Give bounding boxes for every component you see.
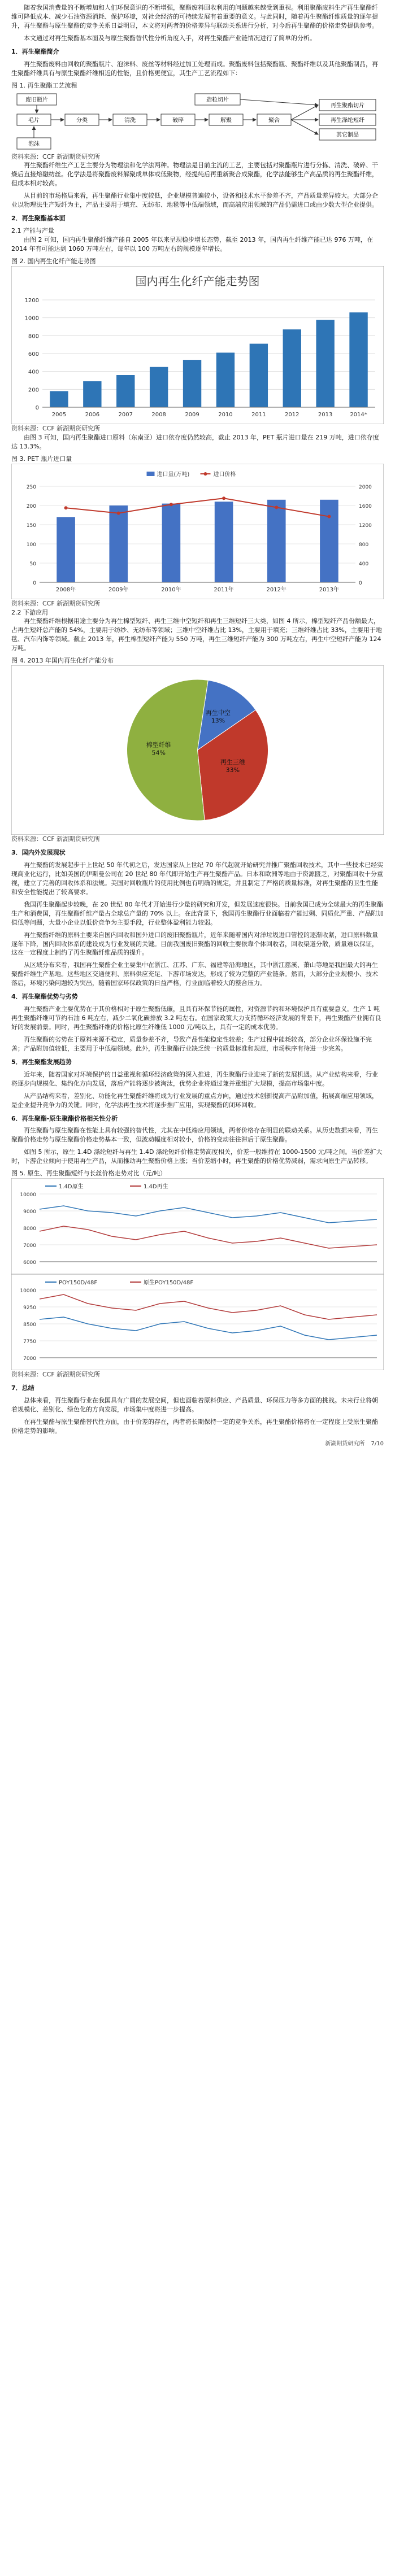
chart-2-ytick-right: 0 [359,580,362,586]
chart-2-point [170,503,173,506]
chart-2-legend-label-2: 进口价格 [213,471,236,478]
chart-3-caption: 图 4. 2013 年国内再生化纤产能分布 [11,657,114,665]
flow-label-2: 分类 [76,117,88,124]
process-flow-diagram [11,90,384,152]
filament-price-line-chart [11,1274,384,1370]
flow-label-top-2: 造粒切片 [206,97,229,103]
chart-4-ytick: 10000 [20,1192,36,1198]
section-1b-para-1: 再生聚酯纤维生产工艺主要分为物理法和化学法两种。物理法是目前主流的工艺，主要包括对聚酯瓶片进行分拣、清洗、破碎、干燥后直接熔融纺丝。化学法是将聚酯废料解聚成单体或低聚物，经提纯后再重新聚合成聚酯，化学法能够生产高品质的再生聚酯纤维，但成本相对较高。 [11,162,378,188]
section-3-para-4: 从区域分布来看，我国再生聚酯企业主要集中在浙江、江苏、广东、福建等沿海地区，其中浙江慈溪、萧山等地是我国最大的再生聚酯纤维生产基地。这些地区交通便利、原料供应充足、下游市场发达，形成了较为完整的产业链条。然而，大部分企业规模小、技术落后，环境污染问题较为突出，随着国家环保政策的日益严格，行业面临着较大的整合压力。 [11,961,378,987]
chart-4-legend-label: 1.4D再生 [144,1184,168,1191]
chart-2-bar [267,499,286,582]
section-2-para-2: 由图 3 可知，国内再生聚酯进口原料（东南亚）进口依存度仍然较高，截止 2013 年，PET 瓶片进口量在 219 万吨，进口依存度达 13.3%。 [11,433,379,450]
chart-2-bar [109,505,128,582]
chart-2-ytick-left: 150 [26,522,36,529]
chart-5-legend-label: POY150D/48F [59,1280,98,1287]
flow-label-top-1: 废旧瓶片 [25,97,48,103]
chart-2-ytick-right: 800 [359,542,369,548]
chart-2-point [275,505,278,509]
chart-1-ytick: 1000 [24,315,39,322]
chart-1-bar [50,391,68,407]
section-3-heading: 3．国内外发展现状 [11,849,66,857]
capacity-bar-chart [11,266,384,424]
section-2-2-heading: 2.2 下游应用 [11,608,48,616]
section-2-para-1: 由图 2 可知，国内再生聚酯纤维产能自 2005 年以来呈现稳步增长态势，截至 2013 年，国内再生纤维产能已达 976 万吨，在 2014 年有可能达到 1060 万吨左右，每年以 100 万吨左右的规模逐年增长。 [11,236,373,252]
footer-page: 7/10 [371,1440,384,1447]
section-1b-para-2: 从目前的市场格局来看，再生聚酯行业集中度较低，企业规模普遍较小，设备和技术水平参差不齐，产品质量差异较大。大部分企业以物理法生产短纤为主，产品主要用于填充、无纺布、地毯等中低端领域，而高端应用领域的产品仍需进口或由少数大型企业提供。 [11,192,378,209]
chart-1-bar [83,381,101,407]
chart-5-ytick: 7750 [23,1339,36,1345]
chart-2-point [327,515,331,518]
chart-4-ytick: 6000 [23,1260,36,1266]
section-1-para: 再生聚酯废料由回收的聚酯瓶片、泡沫料、废丝等材料经过加工处理而成。聚酯废料包括聚酯瓶、聚酯纤维以及其他聚酯制品，再生聚酯纤维具有与原生聚酯纤维相近的性能，且价格更便宜，其生产工艺流程如下： [11,60,378,77]
chart-3-slice-label: 再生三维 33% [220,758,245,774]
chart-4-ytick: 9000 [23,1209,36,1215]
flow-out-label-2: 再生涤纶短纤 [331,117,364,124]
chart-2-ytick-right: 1600 [359,503,372,509]
section-5-heading: 5．再生聚酯发展趋势 [11,1058,72,1066]
intro-para-2: 本文通过对再生聚酯基本面及与原生聚酯替代性分析角度入手，对再生聚酯产业链情况进行了简单的分析。 [24,34,316,42]
chart-2-point [222,496,225,500]
chart-5-ytick: 7000 [23,1356,36,1362]
section-5-para-2: 从产品结构来看，差别化、功能化再生聚酯纤维将成为行业发展的重点方向，通过技术创新提高产品附加值，拓展高端应用领域，是企业提升竞争力的关键。同时，化学法再生技术将逐步推广应用，实现聚酯的闭环回收。 [11,1092,378,1109]
section-6-heading: 6．再生聚酯-原生聚酯价格相关性分析 [11,1114,118,1122]
flow-label-6: 聚合 [268,117,280,124]
flow-label-4: 破碎 [172,117,184,124]
chart-5-ytick: 9250 [23,1305,36,1311]
chart-1-bar [283,329,301,407]
chart-2-point [117,511,120,515]
chart-1-bar [116,375,134,407]
chart-2-source: 资料来源：CCF 新湖期货研究所 [11,599,101,607]
document [11,0,384,1448]
chart-2-ytick-right: 2000 [359,484,372,490]
chart-1-ytick: 600 [28,351,39,358]
chart-5-frame [11,1274,384,1370]
section-2-1-heading: 2.1 产能与产量 [11,227,54,235]
page-footer [11,1440,384,1449]
section-3-para-3: 再生聚酯纤维的原料主要来自国内回收和国外进口的废旧聚酯瓶片，近年来随着国内对洋垃圾进口管控的逐渐收紧，进口原料数量逐年下降，国内回收体系的建设成为行业发展的关键。目前我国废旧聚酯的回收主要依靠个体回收者，回收渠道分散，质量难以保证，这在一定程度上制约了再生聚酯纤维品质的提升。 [11,931,378,957]
section-2-para-3: 再生聚酯纤维根据用途主要分为再生棉型短纤、再生三维中空短纤和再生三维短纤三大类，如图 4 所示，棉型短纤产品份额最大，占再生短纤总产能的 54%，主要用于纺纱、无纺布等领域；三维中空纤维占比 13%，主要用于填充；三维纤维占比 33%，主要用于地毯、汽车内饰等领域。截止 2013 年，再生棉型短纤产能为 550 万吨，再生三维短纤产能为 300 万吨左右，再生中空短纤产能为 124 万吨。 [11,617,382,652]
chart-1-xtick: 2005 [51,411,67,418]
chart-2-bar [57,517,75,582]
chart-1-bar [349,312,367,407]
chart-1-xtick: 2006 [85,411,100,418]
chart-1-bar [250,343,268,407]
chart-4-source: 资料来源：CCF 新湖期货研究所 [11,1371,101,1379]
chart-5-legend-label: 原生POY150D/48F [144,1280,194,1287]
section-7-heading: 7．总结 [11,1384,34,1392]
chart-1-xtick: 2008 [151,411,166,418]
chart-2-ytick-left: 250 [26,484,36,490]
chart-2-xtick: 2012年 [266,586,287,593]
chart-1-xtick: 2012 [285,411,299,418]
chart-1-bar [316,320,334,407]
section-4-heading: 4．再生聚酯优势与劣势 [11,993,78,1001]
section-3-para-2: 我国再生聚酯起步较晚，在 20 世纪 80 年代才开始进行少量的研究和开发，但发展速度很快。目前我国已成为全球最大的再生聚酯生产和消费国，再生聚酯纤维产量占全球总产量的 70% 以上。在此背景下，我国再生聚酯行业面临着产能过剩、同质化严重、产品附加值低等问题，大量小企业以低价竞争为主要手段，行业整体盈利能力较弱。 [11,900,384,926]
chart-2-caption: 图 3. PET 瓶片进口量 [11,455,72,463]
section-7-para-1: 总体来看，再生聚酯行业在我国具有广阔的发展空间，但也面临着原料供应、产品质量、环保压力等多方面的挑战。未来行业将朝着规模化、差别化、绿色化的方向发展，市场集中度将进一步提高。 [11,1397,378,1413]
chart-2-point [64,506,68,509]
section-4-para-2: 再生聚酯的劣势在于原料来源不稳定，质量参差不齐，导致产品性能稳定性较差；生产过程中能耗较高，部分企业环保设施不完善；产品附加值较低，主要用于中低端领域。此外，再生聚酯行业缺乏统一的质量标准和规范，市场秩序有待进一步完善。 [11,1035,372,1052]
flow-source: 资料来源：CCF 新湖期货研究所 [11,152,101,160]
chart-2-ytick-right: 1200 [359,522,372,529]
intro-para-1: 随着我国消费量的不断增加和人们环保意识的不断增强，聚酯废料回收利用的问题越来越受到重视。利用聚酯废料生产再生聚酯纤维可降低成本、减少石油资源消耗、保护环境，对社会经济的可持续发展有着重要的意义。与此同时，随着再生聚酯纤维质量的逐年提升，再生聚酯与原生聚酯的竞争关系日益明显，本文将对两者的价格差异与联动关系进行分析，对今后再生聚酯的价格走势提供参考。 [11,4,378,29]
flow-out-label-3: 其它制品 [336,132,359,138]
chart-3-slice-label: 棉型纤维 54% [146,741,171,757]
chart-2-ytick-left: 0 [33,580,36,586]
chart-4-ytick: 8000 [23,1226,36,1232]
capacity-pie-chart [11,665,384,835]
flow-out-label-1: 再生聚酯切片 [331,102,364,109]
chart-2-bar [162,503,181,582]
chart-1-ytick: 1200 [24,297,39,304]
chart-1-xtick: 2010 [218,411,233,418]
chart-1-ytick: 400 [28,369,39,376]
section-6-para-1: 再生聚酯与原生聚酯在性能上具有较强的替代性，尤其在中低端应用领域，两者价格存在明显的联动关系。从历史数据来看，再生聚酯价格走势与原生聚酯价格走势基本一致，但波动幅度相对较小，价格的变动往往滞后于原生聚酯。 [11,1127,378,1144]
chart-1-title: 国内再生化纤产能走势图 [135,274,260,288]
chart-1-xtick: 2011 [251,411,266,418]
chart-2-xtick: 2013年 [319,586,340,593]
chart-1-source: 资料来源：CCF 新湖期货研究所 [11,424,101,432]
chart-1-xtick: 2009 [185,411,199,418]
flow-label-1: 毛片 [28,117,40,124]
section-3-para-1: 再生聚酯的发展起步于上世纪 50 年代初之后，发达国家从上世纪 70 年代起就开始研究并推广聚酯回收技术，其中一些技术已经实现商业化运行，比如美国的伊斯曼公司在 20 世纪 80 年代即开始生产再生聚酯产品。日本和欧洲等地由于资源匮乏，对聚酯回收十分重视，建立了完善的回收体系和法规。美国对回收瓶片的使用比例也有明确的规定，并且制定了严格的质量标准，对再生聚酯的卫生性能和安全性能提出了较高要求。 [11,861,383,896]
flow-caption: 图 1. 再生聚酯工艺流程 [11,81,77,89]
flow-label-bottom: 泡沫 [28,141,40,147]
chart-4-caption: 图 5. 原生、再生聚酯短纤与长丝价格走势对比（元/吨） [11,1170,167,1178]
section-5-para-1: 近年来，随着国家对环境保护的日益重视和循环经济政策的深入推进，再生聚酯行业迎来了新的发展机遇。从产业结构来看，行业将逐步向规模化、集约化方向发展，落后产能将逐步被淘汰，优势企业将通过兼并重组扩大规模，提高市场集中度。 [11,1070,378,1087]
chart-1-ytick: 200 [28,387,39,394]
chart-2-ytick-right: 400 [359,561,369,567]
import-combo-chart [11,464,384,599]
chart-1-ytick: 800 [28,333,39,340]
chart-1-bar [183,360,201,407]
chart-4-legend-label: 1.4D原生 [59,1184,84,1191]
flow-label-3: 清洗 [124,117,136,124]
chart-1-bar [216,352,235,407]
chart-2-bar [215,502,233,582]
chart-2-xtick: 2011年 [214,586,234,593]
section-2-heading: 2．再生聚酯基本面 [11,215,66,223]
chart-4-ytick: 7000 [23,1243,36,1249]
chart-1-ytick: 0 [35,404,39,411]
chart-1-xtick: 2013 [318,411,333,418]
chart-1-bar [150,367,168,407]
chart-4-frame [11,1178,384,1274]
chart-2-ytick-left: 50 [29,561,36,567]
chart-1-xtick: 2007 [118,411,133,418]
chart-2-xtick: 2008年 [55,586,76,593]
chart-2-xtick: 2009年 [108,586,129,593]
chart-2-ytick-left: 100 [26,542,36,548]
chart-1-caption: 图 2. 国内再生化纤产能走势图 [11,257,96,265]
chart-2-xtick: 2010年 [161,586,181,593]
chart-2-ytick-left: 200 [26,503,36,509]
chart-3-source: 资料来源：CCF 新湖期货研究所 [11,835,101,843]
section-6-para-2: 如图 5 所示，原生 1.4D 涤纶短纤与再生 1.4D 涤纶短纤价格走势高度相关，价差一般维持在 1000-1500 元/吨之间。当价差扩大时，下游企业倾向于使用再生产品，从而推动再生聚酯价格上涨；当价差缩小时，再生聚酯的价格优势减弱，需求向原生产品转移。 [11,1148,383,1165]
section-1-heading: 1．再生聚酯简介 [11,47,59,55]
chart-3-slice-label: 再生中空 13% [205,709,231,725]
staple-price-line-chart [11,1178,384,1274]
chart-2-bar [320,499,338,582]
chart-2-legend-marker-2 [204,472,207,476]
section-7-para-2: 在再生聚酯与原生聚酯替代性方面，由于价差的存在，两者将长期保持一定的竞争关系，再生聚酯价格将在一定程度上受原生聚酯价格走势的影响。 [11,1418,378,1435]
footer-org: 新湖期货研究所 [325,1440,365,1447]
flow-label-5: 解聚 [220,117,232,124]
chart-2-legend-swatch-1 [147,472,155,476]
chart-2-legend-label-1: 进口量(万吨) [157,471,190,478]
chart-5-ytick: 8500 [23,1322,36,1328]
section-4-para-1: 再生聚酯产业主要优势在于其价格相对于原生聚酯低廉，且具有环保节能的属性，对资源节约和环境保护具有重要意义。生产 1 吨再生聚酯纤维可节约石油 6 吨左右，减少二氧化碳排放 3.2 吨左右。在国家政策大力支持循环经济发展的背景下，再生聚酯产业拥有良好的发展前景。同时，再生聚酯纤维的价格比原生纤维低 1000 元/吨以上，具有一定的成本优势。 [11,1005,381,1031]
chart-1-xtick: 2014* [350,411,367,418]
chart-5-ytick: 10000 [20,1288,36,1294]
